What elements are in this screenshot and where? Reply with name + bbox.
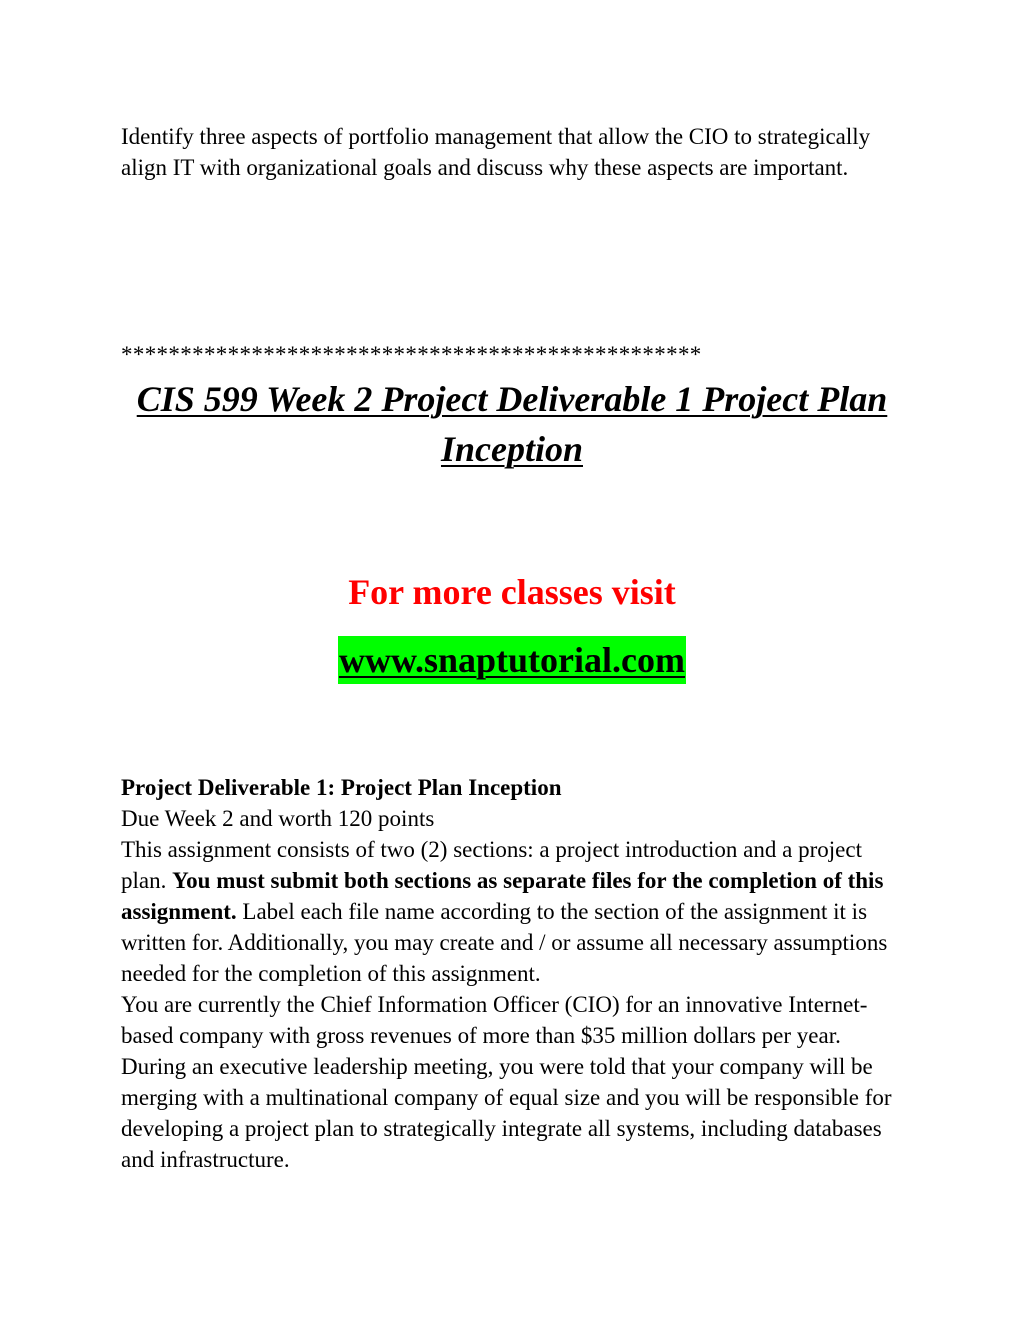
document-title: CIS 599 Week 2 Project Deliverable 1 Project Plan Inception bbox=[136, 379, 888, 469]
assignment-paragraph-1 bbox=[121, 834, 911, 989]
assignment-body bbox=[121, 772, 911, 1175]
paragraph-1-end: Label each file name according to the section of the assignment it is written for. Additionally, you may create and / or assume all necessary assumptions needed for the completion of this assignment. bbox=[121, 899, 888, 986]
paragraph-1-start: This assignment consists of two (2) sections: a project introduction and a project plan. bbox=[121, 837, 862, 893]
link-container bbox=[121, 636, 903, 684]
assignment-heading: Project Deliverable 1: Project Plan Inception bbox=[121, 775, 562, 800]
website-link[interactable]: www.snaptutorial.com bbox=[338, 636, 686, 684]
promo-text: For more classes visit bbox=[348, 572, 676, 612]
due-line: Due Week 2 and worth 120 points bbox=[121, 806, 435, 831]
assignment-paragraph-2: You are currently the Chief Information Officer (CIO) for an innovative Internet-based company with gross revenues of more than $35 million dollars per year. During an executive leadership meeting, you were told that your company will be merging with a multinational company of equal size and you will be responsible for developing a project plan to strategically integrate all systems, including databases and infrastructure. bbox=[121, 992, 892, 1172]
intro-paragraph: Identify three aspects of portfolio management that allow the CIO to strategically align IT with organizational goals and discuss why these aspects are important. bbox=[121, 124, 871, 180]
paragraph-1-emphasis: You must submit both sections as separate files for the completion of this assignment. bbox=[121, 868, 884, 924]
asterisk-divider: ************************************************* bbox=[121, 342, 702, 367]
